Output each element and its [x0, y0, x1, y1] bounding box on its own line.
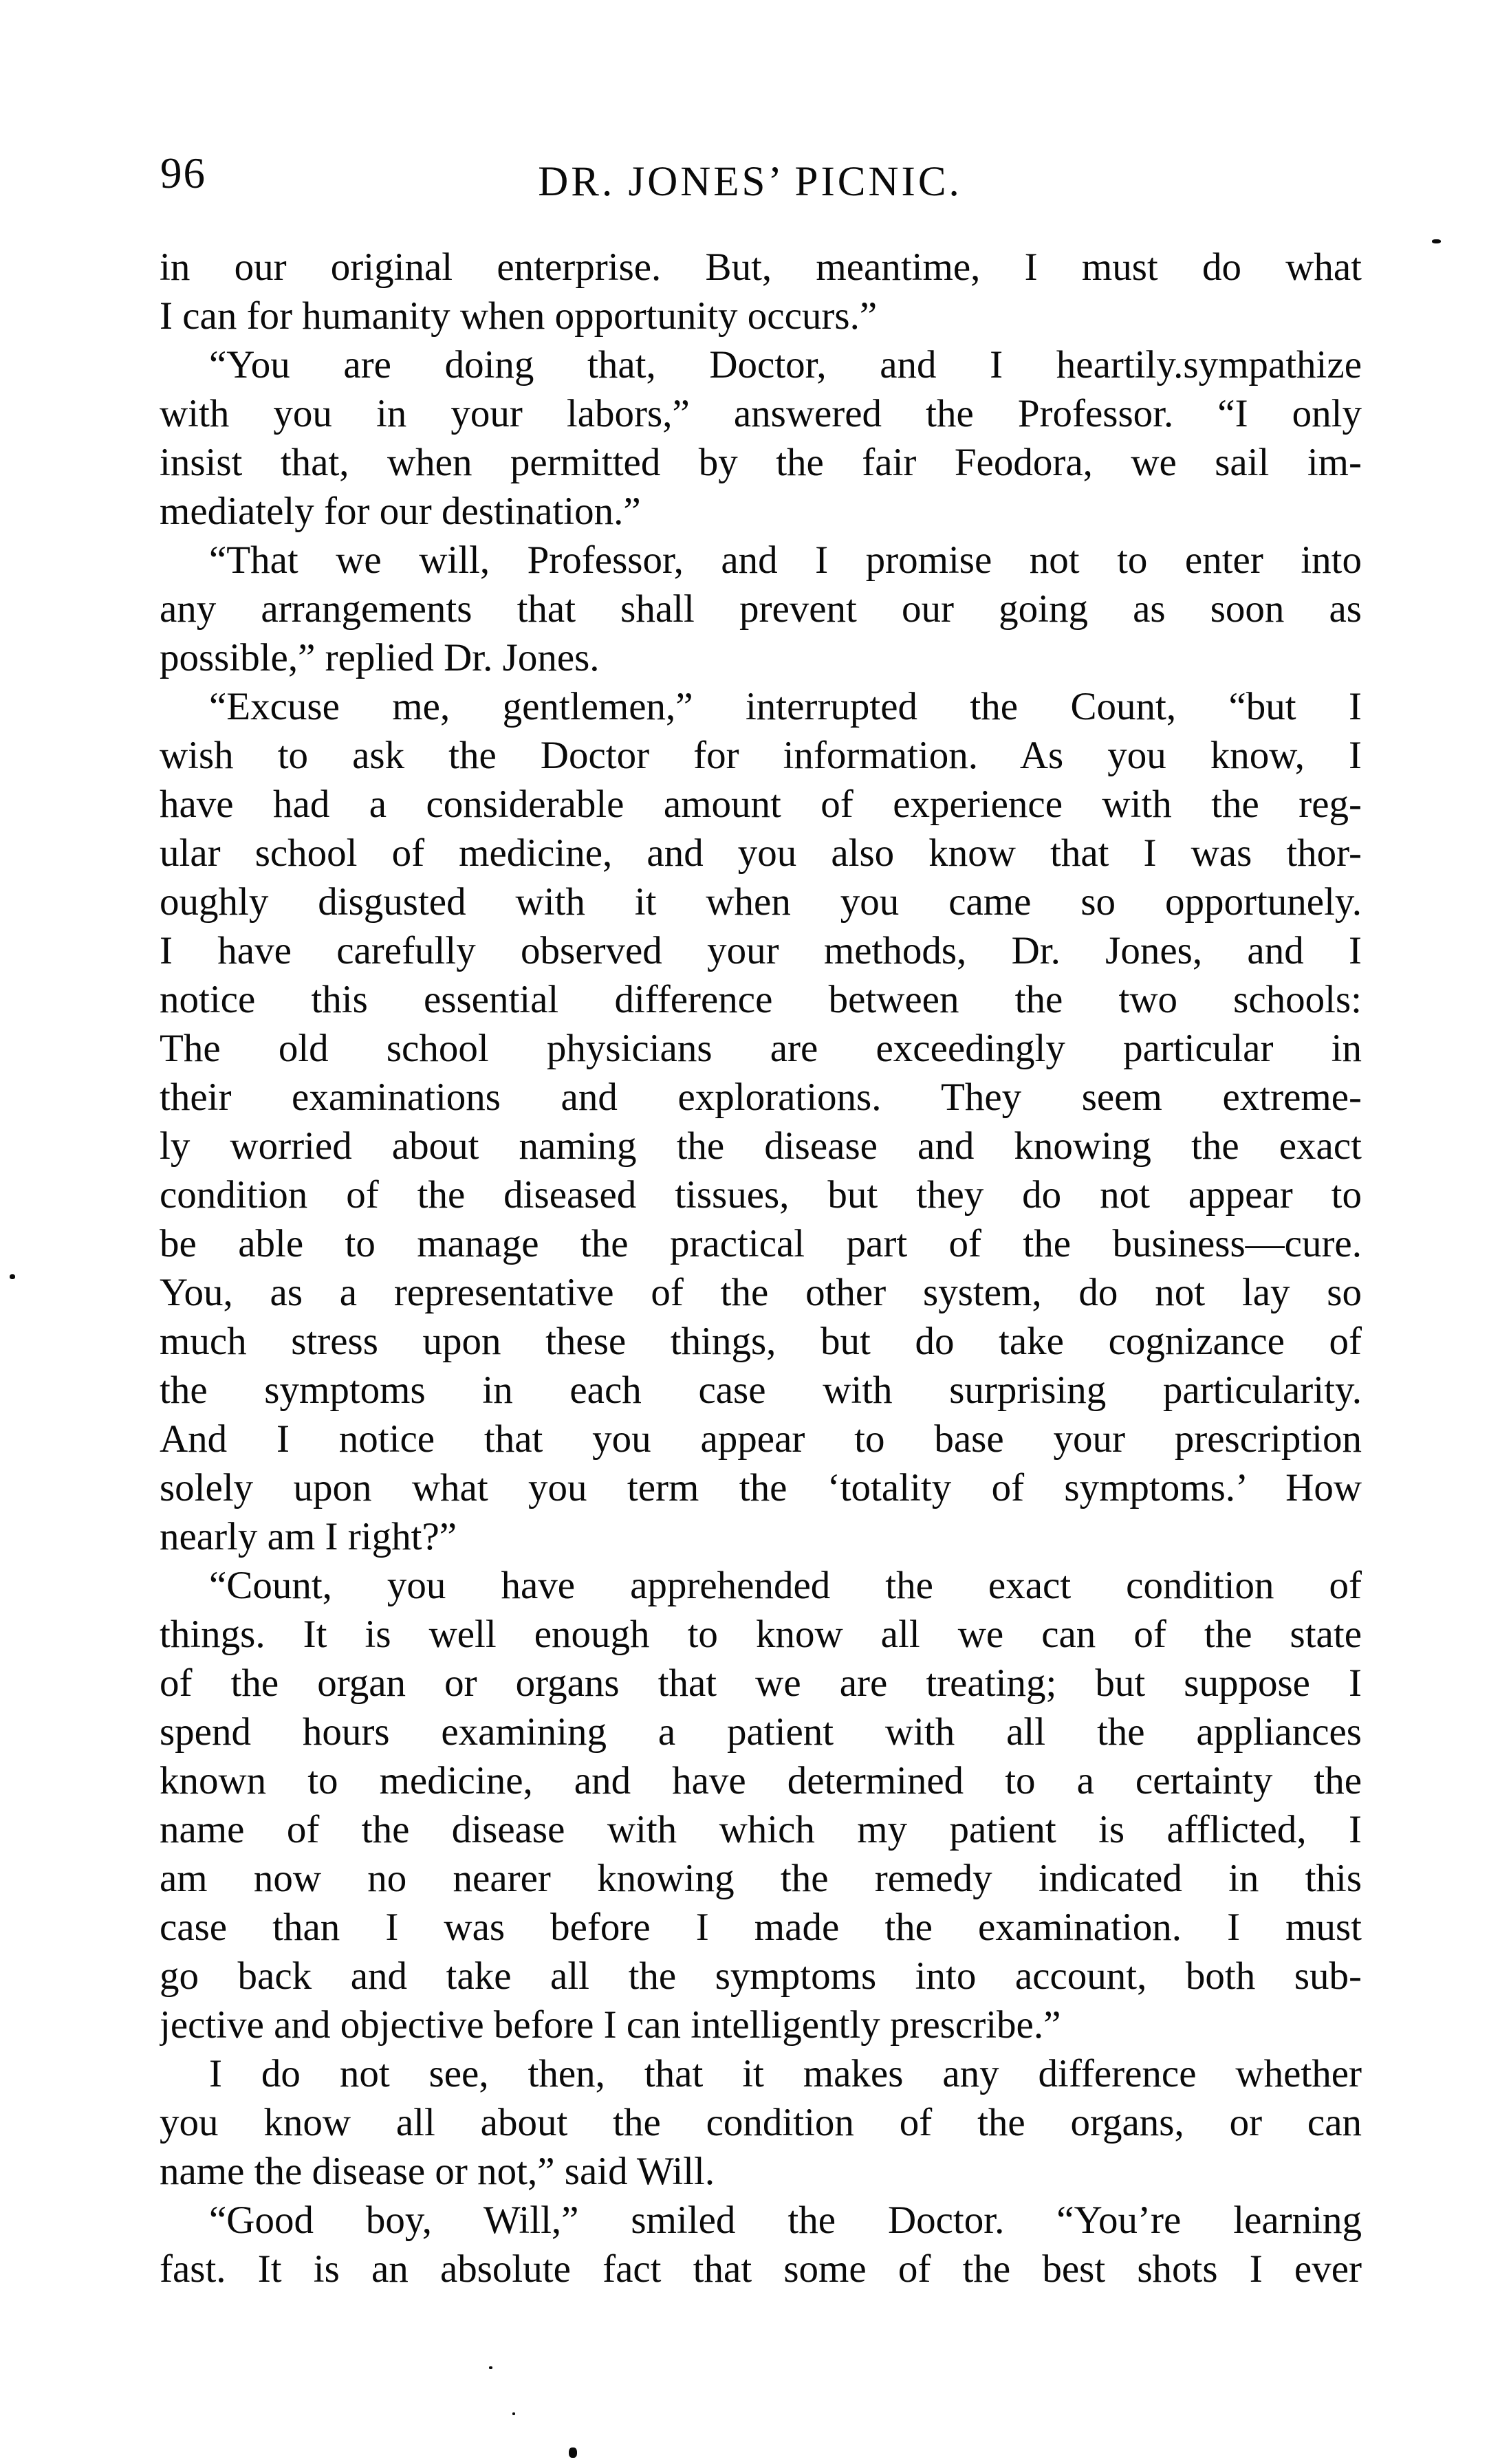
- text-line: fast. It is an absolute fact that some of the best shots I ever: [160, 2247, 1362, 2291]
- text-line: mediately for our destination.”: [160, 490, 641, 533]
- text-line: go back and take all the symptoms into account, both sub-: [160, 1954, 1362, 1998]
- text-line: “That we will, Professor, and I promise not to enter into: [209, 538, 1362, 582]
- text-line: much stress upon these things, but do take cognizance of: [160, 1320, 1362, 1363]
- paragraph: [160, 340, 1362, 536]
- text-line: And I notice that you appear to base your prescription: [160, 1417, 1362, 1461]
- text-line: insist that, when permitted by the fair Feodora, we sail im-: [160, 441, 1362, 484]
- text-line: of the organ or organs that we are treating; but suppose I: [160, 1661, 1362, 1705]
- text-line: in our original enterprise. But, meantime, I must do what: [160, 246, 1362, 289]
- text-line: I do not see, then, that it makes any difference whether: [209, 2052, 1362, 2095]
- ink-speck-artifact: [512, 2412, 515, 2415]
- ink-speck-artifact: [1432, 239, 1441, 243]
- text-line: “You are doing that, Doctor, and I heartily.sympathize: [209, 343, 1362, 386]
- text-line: the symptoms in each case with surprising particularity.: [160, 1369, 1362, 1412]
- text-line: possible,” replied Dr. Jones.: [160, 636, 600, 679]
- paragraph: [160, 682, 1362, 1561]
- paragraph: [160, 2049, 1362, 2196]
- text-line: with you in your labors,” answered the Professor. “I only: [160, 392, 1362, 435]
- text-line: jective and objective before I can intelligently prescribe.”: [160, 2003, 1061, 2047]
- ink-speck-artifact: [489, 2366, 492, 2369]
- page-title: DR. JONES’ PICNIC.: [538, 159, 962, 205]
- text-line: am now no nearer knowing the remedy indicated in this: [160, 1857, 1362, 1900]
- page-header: [0, 0, 1500, 227]
- text-line: ly worried about naming the disease and knowing the exact: [160, 1124, 1362, 1168]
- ink-speck-artifact: [10, 1274, 15, 1279]
- text-line: any arrangements that shall prevent our going as soon as: [160, 587, 1362, 631]
- paragraph: [160, 536, 1362, 682]
- text-line: have had a considerable amount of experience with the reg-: [160, 783, 1362, 826]
- text-line: name of the disease with which my patient is afflicted, I: [160, 1808, 1362, 1851]
- text-line: name the disease or not,” said Will.: [160, 2150, 715, 2193]
- text-line: “Count, you have apprehended the exact condition of: [209, 1564, 1362, 1607]
- text-line: case than I was before I made the examination. I must: [160, 1906, 1362, 1949]
- ink-speck-artifact: [569, 2447, 577, 2458]
- text-line: ular school of medicine, and you also know that I was thor-: [160, 831, 1362, 875]
- text-line: “Excuse me, gentlemen,” interrupted the Count, “but I: [209, 685, 1362, 728]
- text-line: wish to ask the Doctor for information. As you know, I: [160, 734, 1362, 777]
- text-line: You, as a representative of the other system, do not lay so: [160, 1271, 1362, 1314]
- text-line: oughly disgusted with it when you came so opportunely.: [160, 880, 1362, 924]
- text-line: I can for humanity when opportunity occurs.”: [160, 294, 878, 338]
- text-line: you know all about the condition of the organs, or can: [160, 2101, 1362, 2144]
- page-number: 96: [160, 149, 206, 197]
- text-line: be able to manage the practical part of the business—cure.: [160, 1222, 1362, 1265]
- text-line: The old school physicians are exceedingly particular in: [160, 1027, 1362, 1070]
- paragraph: [160, 243, 1362, 340]
- text-line: condition of the diseased tissues, but they do not appear to: [160, 1173, 1362, 1217]
- text-line: spend hours examining a patient with all the appliances: [160, 1710, 1362, 1754]
- text-line: their examinations and explorations. They seem extreme-: [160, 1076, 1362, 1119]
- text-line: I have carefully observed your methods, Dr. Jones, and I: [160, 929, 1362, 972]
- text-line: nearly am I right?”: [160, 1515, 457, 1558]
- text-line: solely upon what you term the ‘totality of symptoms.’ How: [160, 1466, 1362, 1509]
- text-line: things. It is well enough to know all we can of the state: [160, 1613, 1362, 1656]
- text-block: [160, 243, 1362, 2293]
- text-line: “Good boy, Will,” smiled the Doctor. “You’re learning: [209, 2199, 1362, 2242]
- paragraph: [160, 2196, 1362, 2293]
- text-line: known to medicine, and have determined to a certainty the: [160, 1759, 1362, 1802]
- text-line: notice this essential difference between the two schools:: [160, 978, 1362, 1021]
- paragraph: [160, 1561, 1362, 2049]
